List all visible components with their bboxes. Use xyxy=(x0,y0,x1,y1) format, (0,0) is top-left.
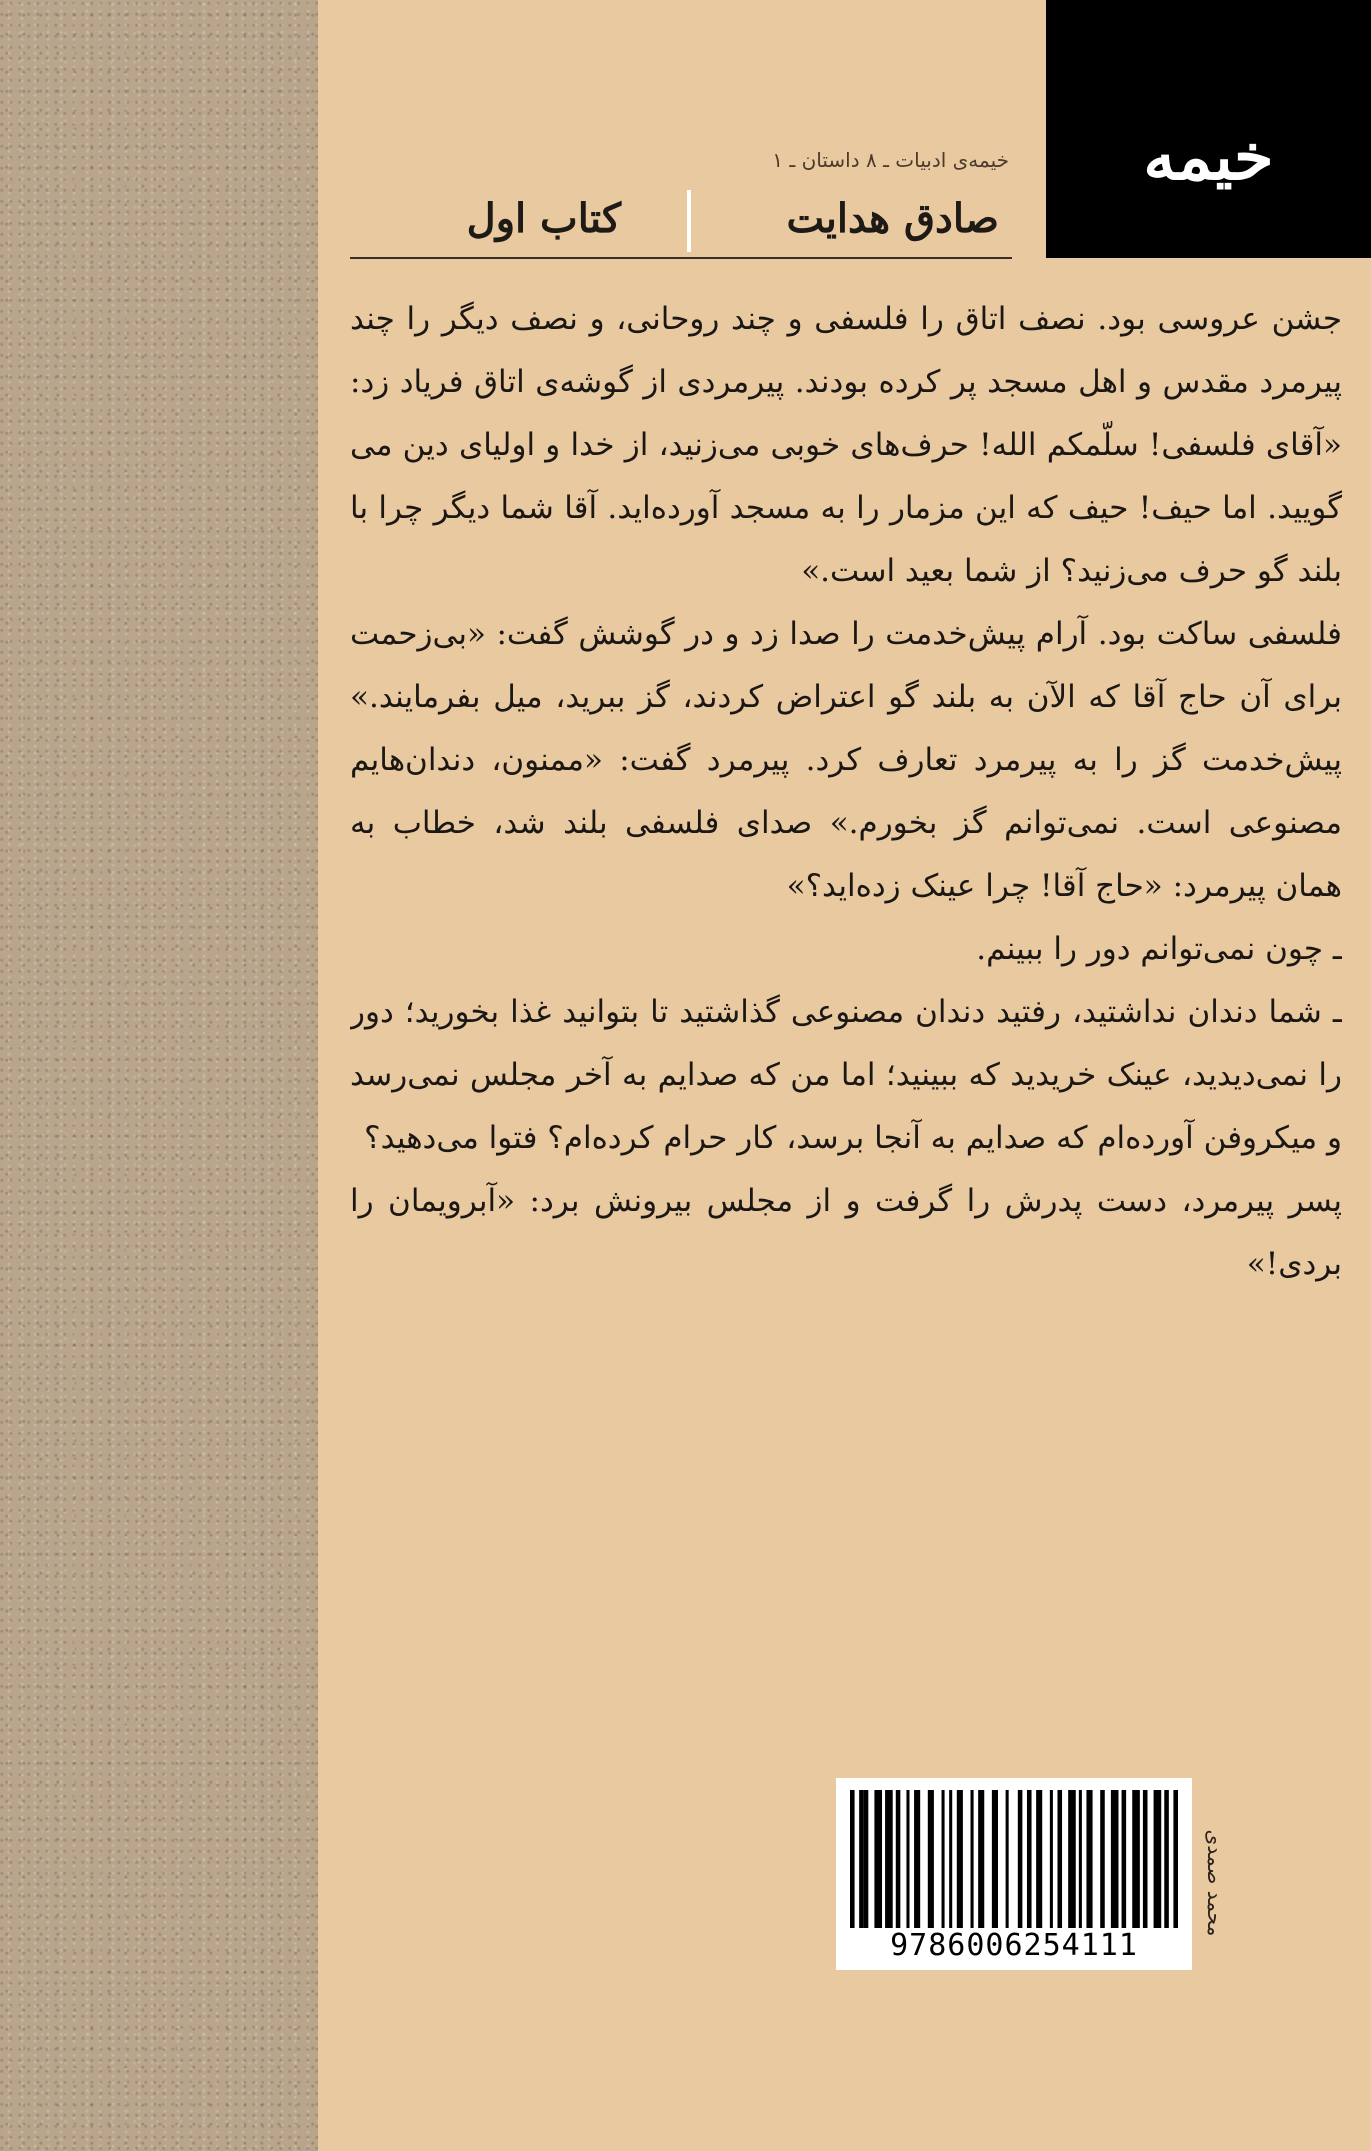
barcode-bar xyxy=(885,1790,893,1928)
barcode-bar xyxy=(1100,1790,1105,1928)
barcode-bar xyxy=(1154,1790,1162,1928)
publisher-logo xyxy=(1046,0,1371,258)
barcode-bar xyxy=(957,1790,963,1928)
designer-name: محمد صمدی xyxy=(1203,1829,1227,1937)
barcode-bar xyxy=(1132,1790,1140,1928)
barcode-bar xyxy=(896,1790,901,1928)
title-separator xyxy=(687,190,691,252)
barcode-bar xyxy=(1086,1790,1092,1928)
barcode-bar xyxy=(992,1790,998,1928)
barcode-bar xyxy=(906,1790,909,1928)
barcode-bar xyxy=(1079,1790,1082,1928)
barcode-bar xyxy=(1027,1790,1032,1928)
barcode-bar xyxy=(942,1790,945,1928)
cover-designer-credit xyxy=(1197,1778,1233,1988)
barcode-bar xyxy=(914,1790,920,1928)
author-name: صادق هدایت xyxy=(786,195,999,242)
barcode-bar xyxy=(1143,1790,1148,1928)
excerpt-paragraph: پسر پیرمرد، دست پدرش را گرفت و از مجلس بیرونش برد: «آبرویمان را بردی!» xyxy=(350,1183,1342,1282)
barcode-bar xyxy=(1111,1790,1119,1928)
barcode-bar xyxy=(978,1790,984,1928)
barcode-bar xyxy=(850,1790,855,1928)
barcode-bar xyxy=(1164,1790,1169,1928)
barcode-bar xyxy=(949,1790,952,1928)
excerpt-paragraph: ـ چون نمی‌توانم دور را ببینم. xyxy=(976,931,1342,967)
barcode-bar xyxy=(1050,1790,1053,1928)
barcode-bar xyxy=(1006,1790,1009,1928)
publisher-logo-text: خیمه xyxy=(1143,120,1274,195)
kraft-paper-panel xyxy=(0,0,318,2151)
isbn-number: 9786006254111 xyxy=(890,1928,1138,1963)
barcode-bar xyxy=(1173,1790,1178,1928)
series-label: خیمه‌ی ادبیات ـ ۸ داستان ـ ۱ xyxy=(772,148,1009,172)
barcode-bar xyxy=(1036,1790,1042,1928)
barcode-bar xyxy=(874,1790,882,1928)
excerpt-paragraph: فلسفی ساکت بود. آرام پیش‌خدمت را صدا زد و در گوشش گفت: «بی‌زحمت برای آن حاج آقا که الآن به بلند گو اعتراض کردند، گز ببرید، میل بفرمایند.» پیش‌خدمت گز را به پیرمرد تعارف کرد. پیرمرد گفت: «ممنون، دندان‌هایم مصنوعی است. نمی‌توانم گز بخورم.» صدای فلسفی بلند شد، خطاب به همان پیرمرد: «حاج آقا! چرا عینک زده‌اید؟» xyxy=(350,616,1342,904)
barcode-bar xyxy=(1068,1790,1076,1928)
barcode-bar xyxy=(864,1790,869,1928)
excerpt-text xyxy=(350,288,1342,1578)
barcode-bars xyxy=(850,1790,1178,1928)
excerpt-paragraph: جشن عروسی بود. نصف اتاق را فلسفی و چند روحانی، و نصف دیگر را چند پیرمرد مقدس و اهل مسجد پر کرده بودند. پیرمردی از گوشه‌ی اتاق فریاد زد: «آقای فلسفی! سلّمکم الله! حرف‌های خوبی می‌زنید، از خدا و اولیای دین می گویید. اما حیف! حیف که این مزمار را به مسجد آورده‌اید. آقا شما دیگر چرا با بلند گو حرف می‌زنید؟ از شما بعید است.» xyxy=(350,301,1342,589)
barcode-bar xyxy=(859,1790,864,1928)
barcode-bar xyxy=(928,1790,934,1928)
barcode-bar xyxy=(1057,1790,1062,1928)
excerpt-paragraph: ـ شما دندان نداشتید، رفتید دندان مصنوعی گذاشتید تا بتوانید غذا بخورید؛ دور را نمی‌دیدید، عینک خریدید که ببینید؛ اما من که صدایم به آخر مجلس نمی‌رسد و میکروفن آورده‌ام که صدایم به آنجا برسد، کار حرام کرده‌ام؟ فتوا می‌دهید؟ xyxy=(350,994,1342,1156)
barcode xyxy=(836,1778,1192,1970)
barcode-bar xyxy=(971,1790,974,1928)
barcode-bar xyxy=(1018,1790,1023,1928)
book-title: کتاب اول xyxy=(466,195,621,242)
barcode-bar xyxy=(1122,1790,1127,1928)
header-rule xyxy=(350,257,1012,259)
